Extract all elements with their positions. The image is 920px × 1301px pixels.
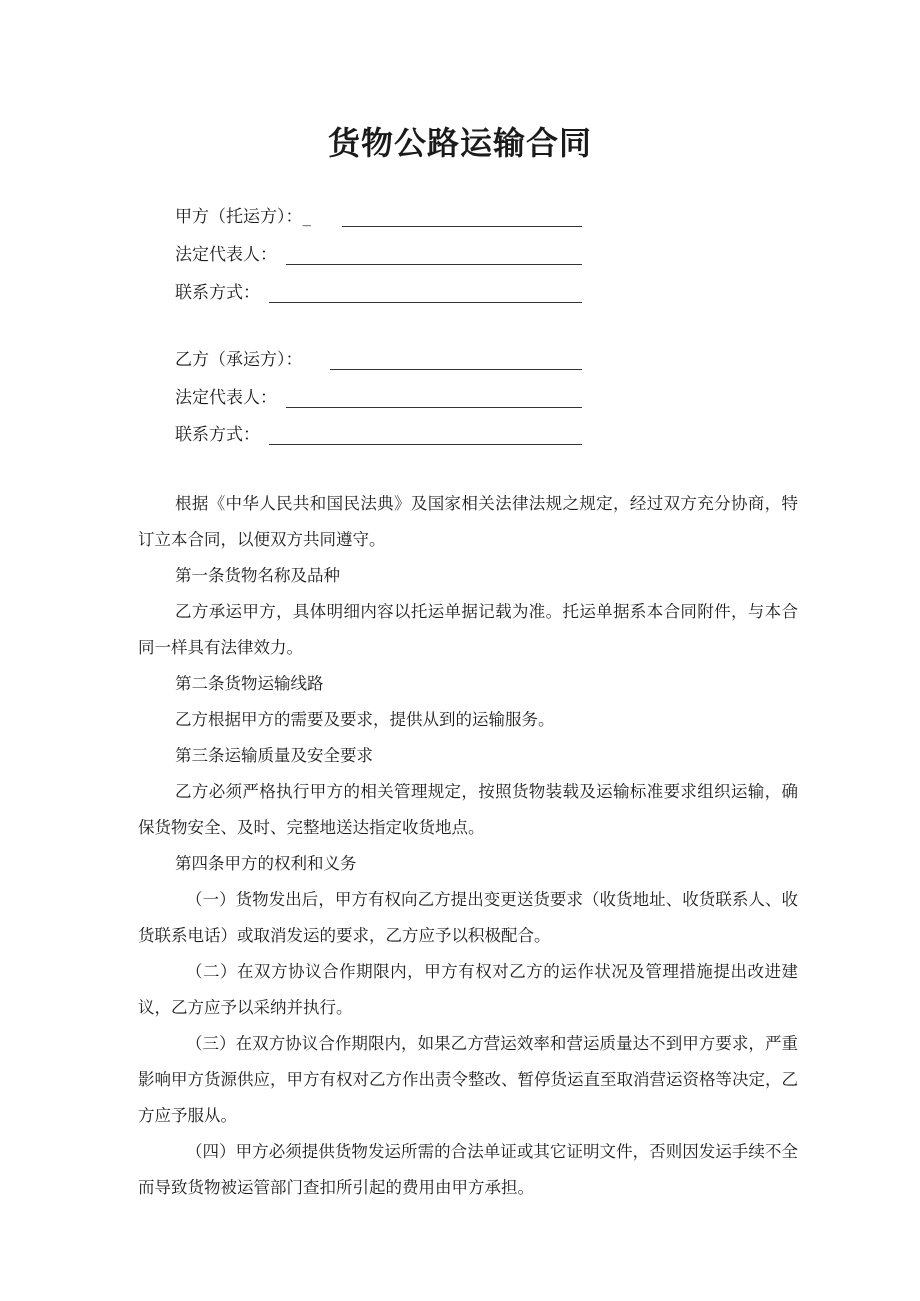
contract-title: 货物公路运输合同 [327, 124, 592, 162]
party-a-contact-label: 联系方式： [175, 283, 260, 303]
party-b-name-label: 乙方（承运方）： [175, 350, 303, 370]
party-a-contact-field [175, 281, 260, 305]
party-a-rep-label: 法定代表人： [175, 245, 277, 265]
article-3-text: 乙方必须严格执行甲方的相关管理规定，按照货物装载及运输标准要求组织运输，确保货物安全、及时、完整地送达指定收货地点。 [138, 782, 798, 837]
article-2-title: 第二条货物运输线路 [175, 674, 324, 693]
article-1-text: 乙方承运甲方，具体明细内容以托运单据记载为准。托运单据系本合同附件，与本合同一样具有法律效力。 [138, 602, 798, 657]
article-1-title: 第一条货物名称及品种 [175, 566, 340, 585]
party-b-name-field [175, 348, 303, 372]
article-4-item-3: （三）在双方协议合作期限内，如果乙方营运效率和营运质量达不到甲方要求，严重影响甲方货源供应，甲方有权对乙方作出责令整改、暂停货运直至取消营运资格等决定，乙方应予服从。 [138, 1034, 798, 1125]
party-a-rep-blank [286, 264, 582, 265]
party-a-name-field [175, 205, 311, 229]
intro-paragraph: 根据《中华人民共和国民法典》及国家相关法律法规之规定，经过双方充分协商，特订立本合同，以便双方共同遵守。 [138, 494, 798, 549]
contract-body [138, 486, 798, 1206]
party-b-name-blank [330, 369, 582, 370]
article-3-title: 第三条运输质量及安全要求 [175, 746, 373, 765]
party-b-rep-blank [286, 407, 582, 408]
article-4-item-4: （四）甲方必须提供货物发运所需的合法单证或其它证明文件，否则因发运手续不全而导致货物被运管部门查扣所引起的费用由甲方承担。 [138, 1142, 798, 1197]
party-a-name-blank [342, 226, 582, 227]
article-4-item-1: （一）货物发出后，甲方有权向乙方提出变更送货要求（收货地址、收货联系人、收货联系电话）或取消发运的要求，乙方应予以积极配合。 [138, 890, 798, 945]
party-b-rep-label: 法定代表人： [175, 388, 277, 408]
party-b-contact-blank [269, 444, 582, 445]
party-b-contact-label: 联系方式： [175, 425, 260, 445]
article-4-item-2: （二）在双方协议合作期限内，甲方有权对乙方的运作状况及管理措施提出改进建议，乙方应予以采纳并执行。 [138, 962, 798, 1017]
party-a-name-label: 甲方（托运方）：_ [175, 207, 311, 227]
article-4-title: 第四条甲方的权利和义务 [175, 854, 357, 873]
party-a-rep-field [175, 243, 277, 267]
party-a-contact-blank [269, 302, 582, 303]
article-2-text: 乙方根据甲方的需要及要求，提供从到的运输服务。 [175, 710, 555, 729]
party-b-rep-field [175, 386, 277, 410]
party-b-contact-field [175, 423, 260, 447]
